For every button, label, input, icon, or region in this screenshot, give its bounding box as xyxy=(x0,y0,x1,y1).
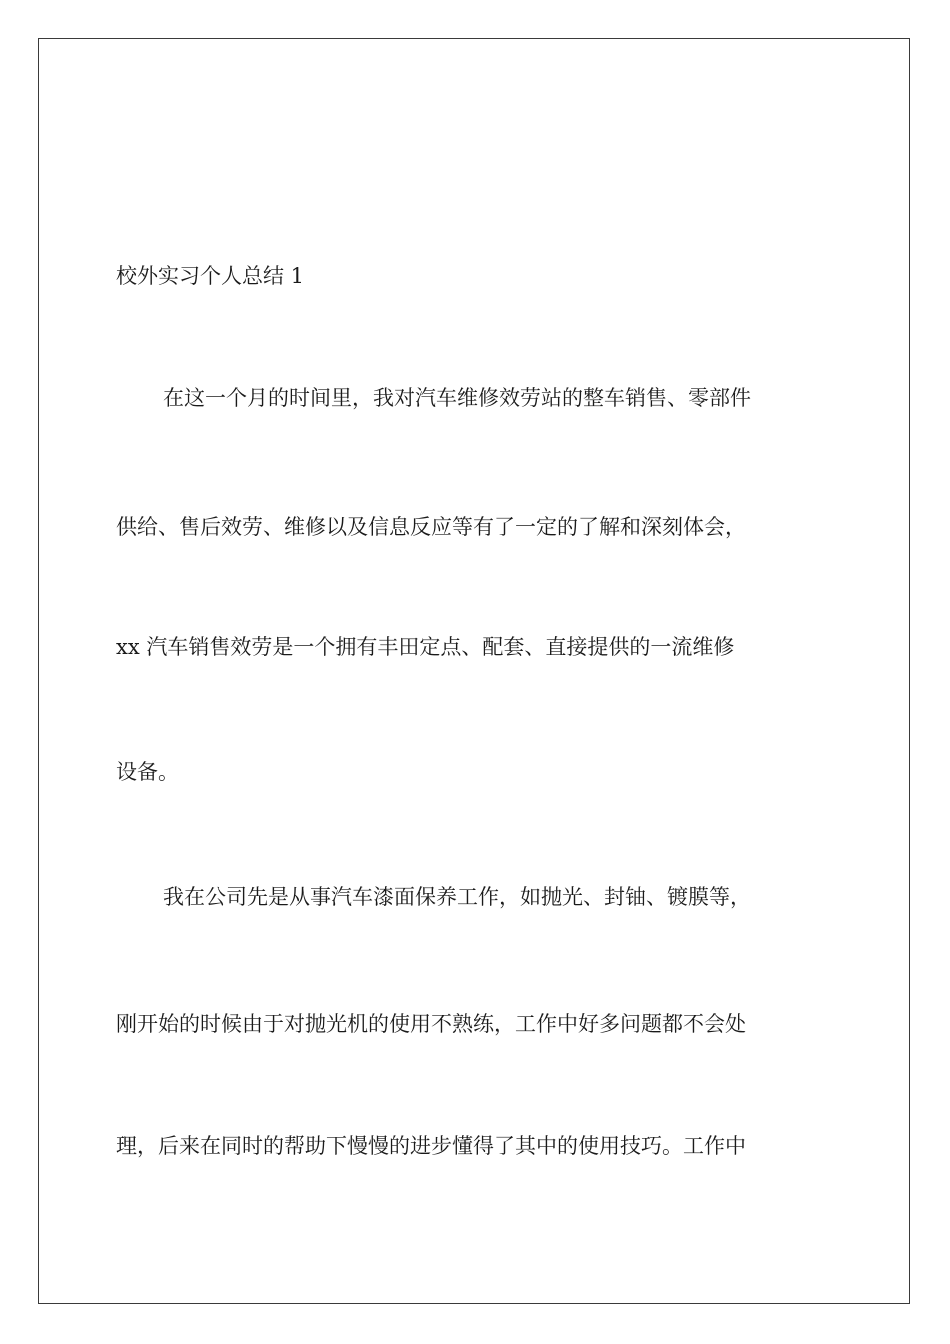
document-title: 校外实习个人总结 1 xyxy=(116,264,305,288)
paragraph-1-line-2: 供给、售后效劳、维修以及信息反应等有了一定的了解和深刻体会， xyxy=(116,515,746,539)
paragraph-2-line-1: 我在公司先是从事汽车漆面保养工作，如抛光、封铀、镀膜等， xyxy=(163,885,751,909)
paragraph-2-line-3: 理，后来在同时的帮助下慢慢的进步懂得了其中的使用技巧。工作中 xyxy=(116,1134,746,1158)
paragraph-1-line-4: 设备。 xyxy=(116,760,179,784)
page-border xyxy=(38,38,910,1304)
paragraph-1-line-1: 在这一个月的时间里，我对汽车维修效劳站的整车销售、零部件 xyxy=(163,386,751,410)
paragraph-1-line-3: xx 汽车销售效劳是一个拥有丰田定点、配套、直接提供的一流维修 xyxy=(116,635,735,659)
paragraph-2-line-2: 刚开始的时候由于对抛光机的使用不熟练，工作中好多问题都不会处 xyxy=(116,1012,746,1036)
